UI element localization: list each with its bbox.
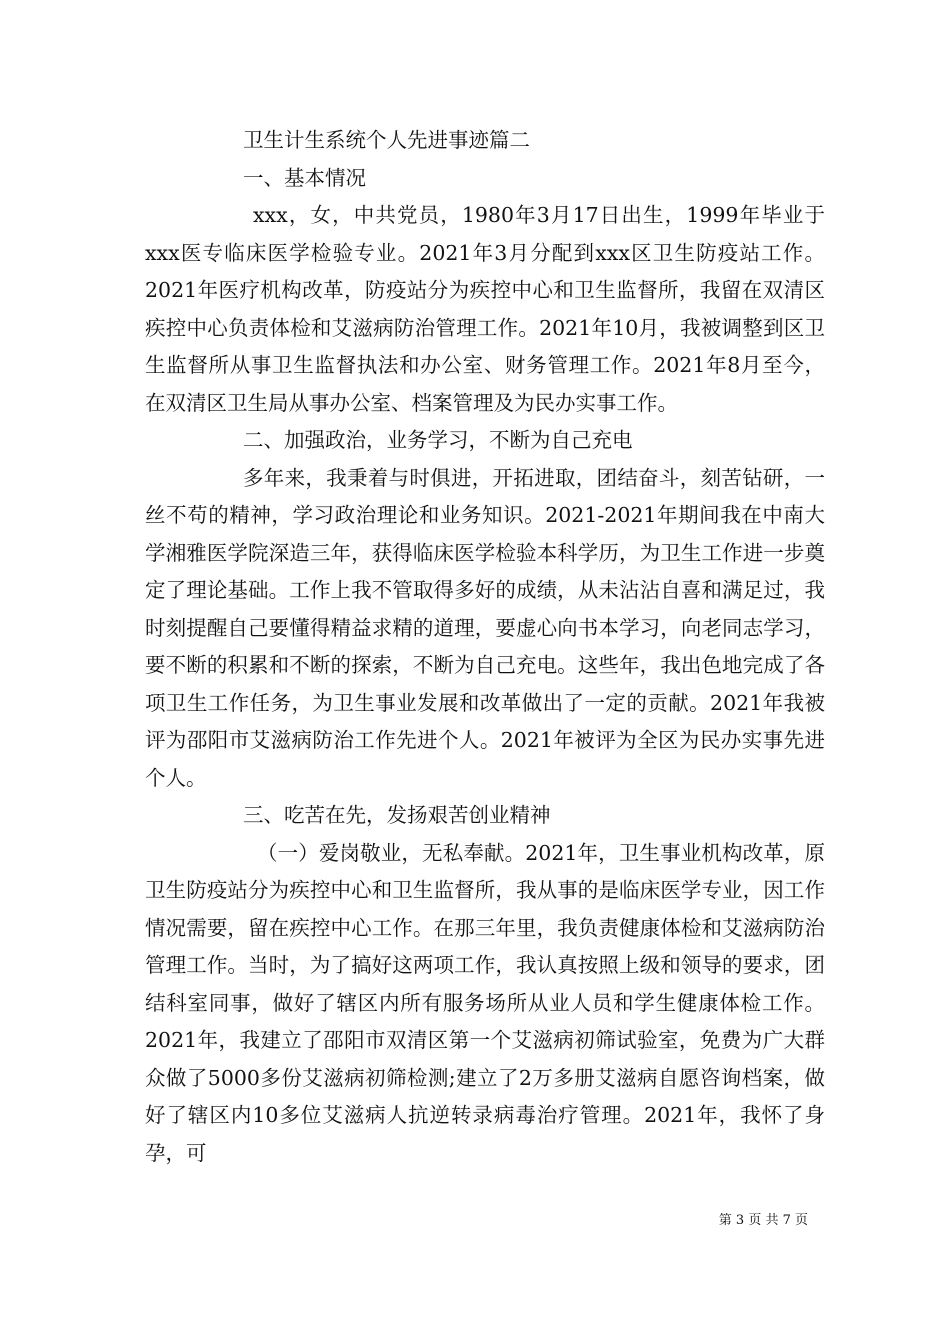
body-paragraph: xxx，女，中共党员，1980年3月17日出生，1999年毕业于xxx医专临床医学检验专业。2021年3月分配到xxx区卫生防疫站工作。2021年医疗机构改革，防疫站分为疾控中心和卫生监督所，我留在双清区疾控中心负责体检和艾滋病防治管理工作。2021年10月，我被调整到区卫生监督所从事卫生监督执法和办公室、财务管理工作。2021年8月至今，在双清区卫生局从事办公室、档案管理及为民办实事工作。 [145,203,825,415]
document-title: 卫生计生系统个人先进事迹篇二 [243,128,530,152]
document-body [145,122,825,1172]
section-heading-hardship: 三、吃苦在先，发扬艰苦创业精神 [243,803,551,827]
page-number-footer: 第 3 页 共 7 页 [718,1213,808,1228]
section-heading-basic-info: 一、基本情况 [243,165,366,190]
section-heading-study: 二、加强政治，业务学习，不断为自己充电 [243,428,633,452]
body-paragraph: 多年来，我秉着与时俱进，开拓进取，团结奋斗，刻苦钻研，一丝不苟的精神，学习政治理论和业务知识。2021-2021年期间我在中南大学湘雅医学院深造三年，获得临床医学检验本科学历，为卫生工作进一步奠定了理论基础。工作上我不管取得多好的成绩，从未沾沾自喜和满足过，我时刻提醒自己要懂得精益求精的道理，要虚心向书本学习，向老同志学习，要不断的积累和不断的探索，不断为自己充电。这些年，我出色地完成了各项卫生工作任务，为卫生事业发展和改革做出了一定的贡献。2021年我被评为邵阳市艾滋病防治工作先进个人。2021年被评为全区为民办实事先进个人。 [145,465,825,790]
body-paragraph: （一）爱岗敬业，无私奉献。2021年，卫生事业机构改革，原卫生防疫站分为疾控中心和卫生监督所，我从事的是临床医学专业，因工作情况需要，留在疾控中心工作。在那三年里，我负责健康体检和艾滋病防治管理工作。当时，为了搞好这两项工作，我认真按照上级和领导的要求，团结科室同事，做好了辖区内所有服务场所从业人员和学生健康体检工作。2021年，我建立了邵阳市双清区第一个艾滋病初筛试验室，免费为广大群众做了5000多份艾滋病初筛检测;建立了2万多册艾滋病自愿咨询档案，做好了辖区内10多位艾滋病人抗逆转录病毒治疗管理。2021年，我怀了身孕，可 [145,840,825,1165]
